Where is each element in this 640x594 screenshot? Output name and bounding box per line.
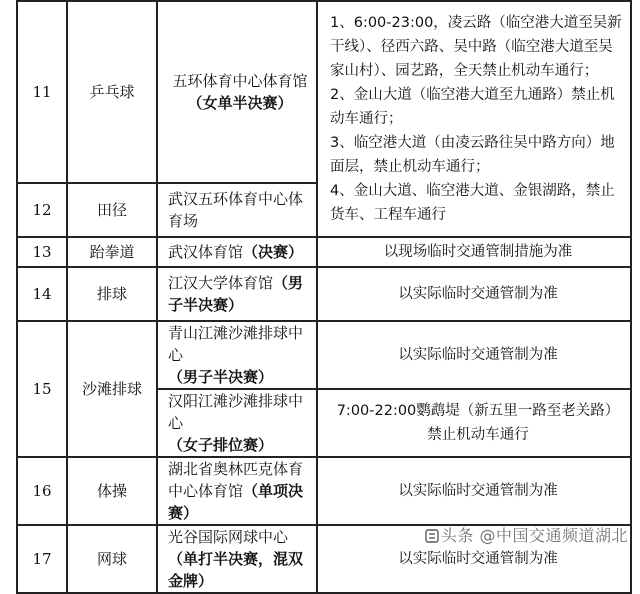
watermark <box>425 523 628 546</box>
venue-cell <box>157 267 317 321</box>
venue-name: 青山江滩沙滩排球中心 <box>168 324 304 364</box>
traffic-measure: 以现场临时交通管制措施为准 <box>317 237 631 267</box>
venue-cell <box>157 457 317 525</box>
venue-cell <box>157 1 317 183</box>
sport-name: 乒乓球 <box>67 1 157 183</box>
traffic-measure: 2、金山大道（临空港大道至九通路）禁止机动车通行； <box>330 87 615 127</box>
sport-name: 体操 <box>67 457 157 525</box>
toutiao-logo-icon <box>425 529 439 543</box>
traffic-measure: 7:00-22:00鹦鹉堤（新五里一路至老关路）禁止机动车通行 <box>317 389 631 457</box>
watermark-text: 头条 @中国交通频道湖北 <box>440 526 628 545</box>
traffic-control-table <box>16 0 632 594</box>
traffic-measures-cell <box>317 1 631 237</box>
traffic-measure: 以实际临时交通管制为准 <box>317 321 631 389</box>
venue-name: 江汉大学体育馆 <box>168 274 274 292</box>
venue-name: 湖北省奥林匹克体育中心体育馆 <box>168 460 304 500</box>
venue-cell <box>157 237 317 267</box>
event-stage: （决赛） <box>243 243 304 261</box>
row-number: 12 <box>17 183 67 237</box>
venue-cell <box>157 389 317 457</box>
event-stage: （男子半决赛） <box>168 368 274 386</box>
venue-cell <box>157 525 317 593</box>
row-number: 15 <box>17 321 67 457</box>
sport-name: 跆拳道 <box>67 237 157 267</box>
event-stage: （女子排位赛） <box>168 436 274 454</box>
row-number: 13 <box>17 237 67 267</box>
traffic-measure: 4、金山大道、临空港大道、金银湖路，禁止货车、工程车通行 <box>330 183 615 223</box>
sport-name: 排球 <box>67 267 157 321</box>
venue-name: 汉阳江滩沙滩排球中心 <box>168 392 304 432</box>
venue-name: 五环体育中心体育馆 <box>172 72 308 90</box>
venue-name: 武汉五环体育中心体育场 <box>157 183 317 237</box>
venue-name: 光谷国际网球中心 <box>168 528 289 546</box>
venue-name: 武汉体育馆 <box>168 243 244 261</box>
table-row <box>17 457 631 525</box>
event-stage: （单打半决赛，混双金牌） <box>168 550 304 590</box>
table-row <box>17 1 631 183</box>
traffic-measure: 3、临空港大道（由凌云路往吴中路方向）地面层，禁止机动车通行； <box>330 135 615 175</box>
sport-name: 网球 <box>67 525 157 593</box>
table-row <box>17 267 631 321</box>
sport-name: 田径 <box>67 183 157 237</box>
traffic-measure: 以实际临时交通管制为准 <box>317 267 631 321</box>
table-row <box>17 237 631 267</box>
traffic-measure: 1、6:00-23:00，凌云路（临空港大道至吴新干线）、径西六路、吴中路（临空港大道至吴家山村）、园艺路，全天禁止机动车通行； <box>330 15 622 79</box>
event-stage: （单项决赛） <box>168 482 304 522</box>
table-row <box>17 321 631 389</box>
row-number: 14 <box>17 267 67 321</box>
traffic-measure: 以实际临时交通管制为准 <box>317 457 631 525</box>
traffic-measure: 以实际临时交通管制为准 <box>317 525 631 593</box>
event-stage: （女单半决赛） <box>187 94 293 112</box>
row-number: 17 <box>17 525 67 593</box>
sport-name: 沙滩排球 <box>67 321 157 457</box>
row-number: 11 <box>17 1 67 183</box>
event-stage: （男子半决赛） <box>168 274 304 314</box>
venue-cell <box>157 321 317 389</box>
row-number: 16 <box>17 457 67 525</box>
